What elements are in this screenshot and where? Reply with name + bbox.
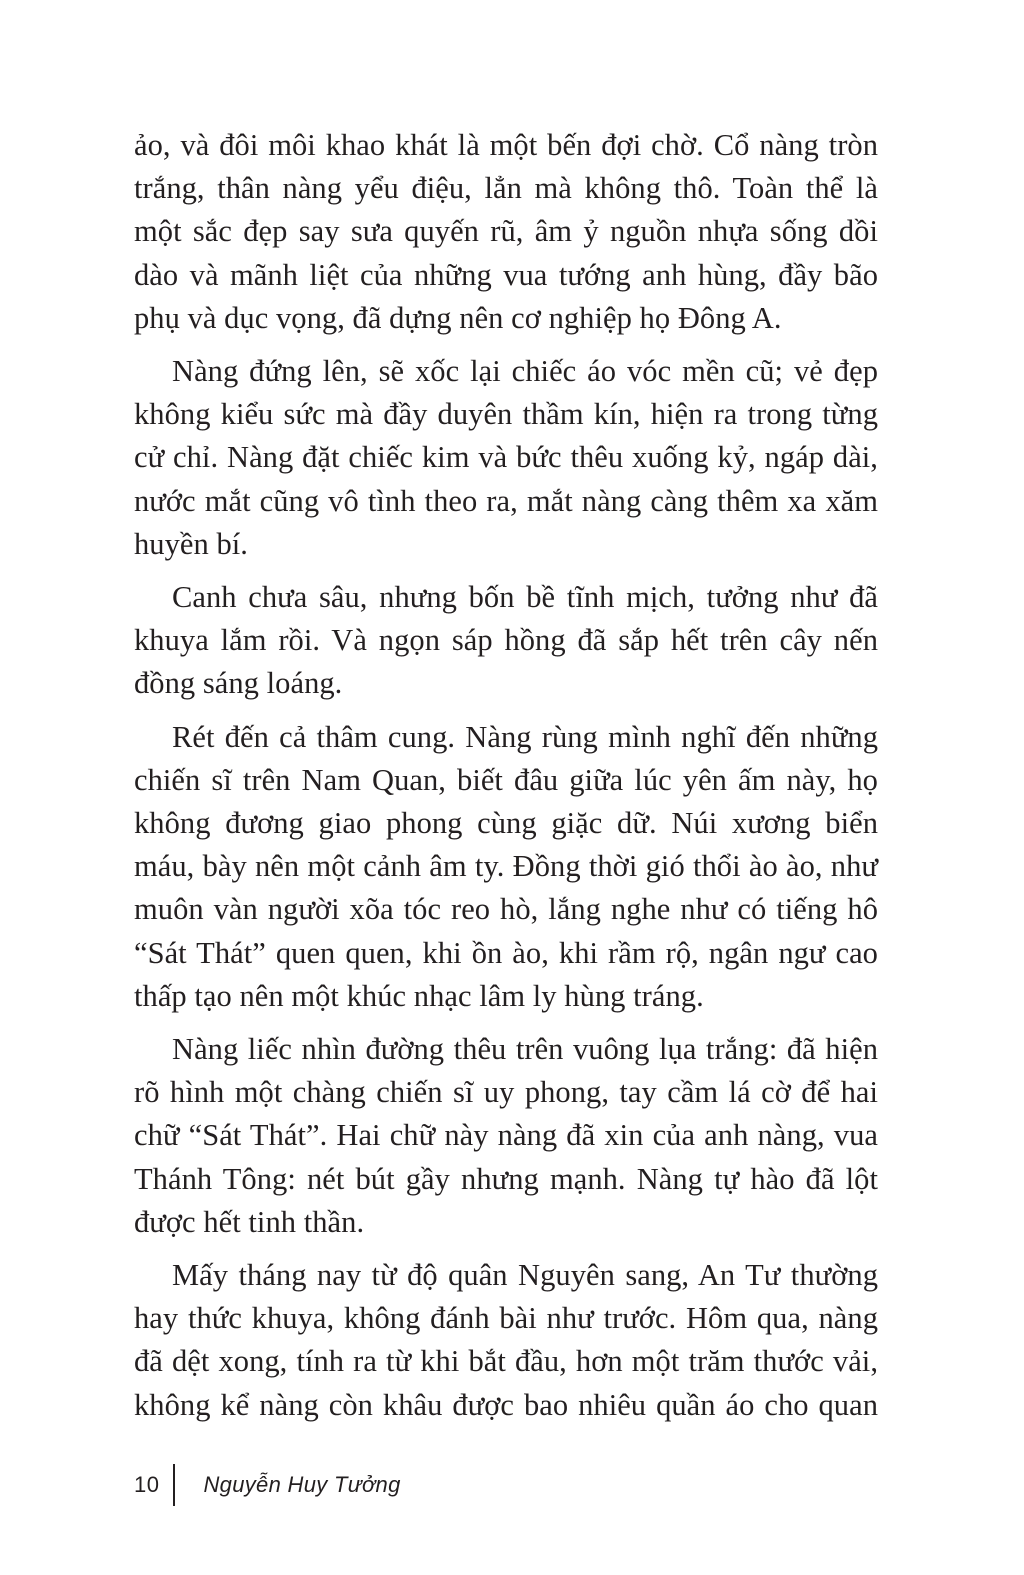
text-line: Nàng đứng lên, sẽ xốc lại chiếc áo vóc mền cũ; vẻ đẹp xyxy=(172,354,878,389)
text-line: không kể nàng còn khâu được bao nhiêu quần áo cho quan xyxy=(134,1387,878,1422)
paragraph xyxy=(134,124,878,340)
text-line: không đương giao phong cùng giặc dữ. Núi xương biển xyxy=(134,806,878,841)
text-line: nước mắt cũng vô tình theo ra, mắt nàng càng thêm xa xăm xyxy=(134,483,878,518)
text-line: Nàng liếc nhìn đường thêu trên vuông lụa trắng: đã hiện xyxy=(172,1032,878,1067)
text-line: ảo, và đôi môi khao khát là một bến đợi chờ. Cổ nàng tròn xyxy=(134,128,878,162)
text-line: không kiểu sức mà đầy duyên thầm kín, hiện ra trong từng xyxy=(134,397,878,432)
text-line: huyền bí. xyxy=(134,526,248,561)
text-line: khuya lắm rồi. Và ngọn sáp hồng đã sắp hết trên cây nến xyxy=(134,623,878,658)
text-line: Canh chưa sâu, nhưng bốn bề tĩnh mịch, tưởng như đã xyxy=(172,580,878,615)
text-line: một sắc đẹp say sưa quyến rũ, âm ỷ nguồn nhựa sống dồi xyxy=(134,214,878,249)
text-line: hay thức khuya, không đánh bài như trước. Hôm qua, nàng xyxy=(134,1301,878,1336)
paragraph xyxy=(134,576,878,706)
text-line: máu, bày nên một cảnh âm ty. Đồng thời gió thổi ào ào, như xyxy=(134,849,878,884)
text-line: thấp tạo nên một khúc nhạc lâm ly hùng tráng. xyxy=(134,978,704,1013)
text-line: trắng, thân nàng yểu điệu, lẳn mà không thô. Toàn thể là xyxy=(134,171,878,206)
page-footer xyxy=(134,1464,401,1506)
text-line: Mấy tháng nay từ độ quân Nguyên sang, An Tư thường xyxy=(172,1258,878,1293)
text-line: muôn vàn người xõa tóc reo hò, lắng nghe như có tiếng hô xyxy=(134,892,878,927)
text-line: được hết tinh thần. xyxy=(134,1204,365,1239)
text-line: rõ hình một chàng chiến sĩ uy phong, tay cầm lá cờ để hai xyxy=(134,1075,878,1110)
paragraph xyxy=(134,1254,878,1427)
body-text xyxy=(134,124,878,1437)
text-line: Thánh Tông: nét bút gầy nhưng mạnh. Nàng tự hào đã lột xyxy=(134,1161,878,1196)
text-line: đồng sáng loáng. xyxy=(134,666,343,701)
paragraph xyxy=(134,350,878,566)
author-name: Nguyễn Huy Tưởng xyxy=(203,1472,401,1497)
text-line: Rét đến cả thâm cung. Nàng rùng mình nghĩ đến những xyxy=(172,719,878,754)
text-line: dào và mãnh liệt của những vua tướng anh hùng, đầy bão xyxy=(134,257,878,292)
paragraph xyxy=(134,1028,878,1244)
text-line: đã dệt xong, tính ra từ khi bắt đầu, hơn một trăm thước vải, xyxy=(134,1344,878,1379)
text-line: chiến sĩ trên Nam Quan, biết đâu giữa lúc yên ấm này, họ xyxy=(134,762,878,797)
paragraph xyxy=(134,716,878,1018)
text-line: “Sát Thát” quen quen, khi ồn ào, khi rầm rộ, ngân ngư cao xyxy=(134,935,878,970)
text-line: cử chỉ. Nàng đặt chiếc kim và bức thêu xuống kỷ, ngáp dài, xyxy=(134,440,878,475)
text-line: phụ và dục vọng, đã dựng nên cơ nghiệp họ Đông A. xyxy=(134,300,782,335)
page-number: 10 xyxy=(134,1472,160,1497)
text-line: chữ “Sát Thát”. Hai chữ này nàng đã xin của anh nàng, vua xyxy=(134,1118,878,1153)
